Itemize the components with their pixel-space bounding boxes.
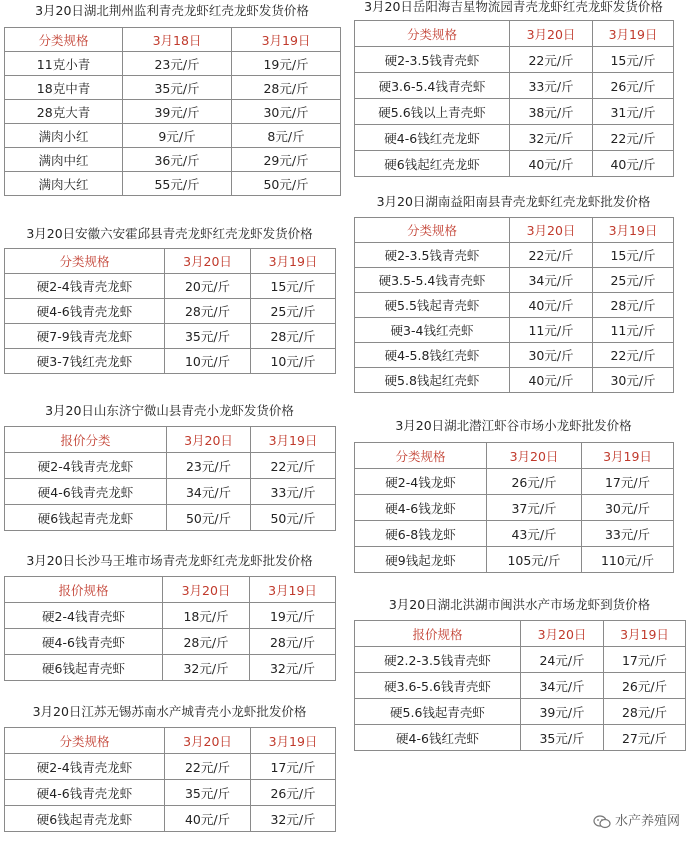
column-header: 3月19日 bbox=[251, 427, 336, 453]
price-table bbox=[4, 576, 336, 681]
watermark bbox=[593, 811, 680, 833]
spec-cell: 硬2-3.5钱青壳虾 bbox=[355, 47, 510, 73]
price-cell: 27元/斤 bbox=[604, 725, 686, 751]
table-row bbox=[5, 148, 341, 172]
column-header: 3月20日 bbox=[510, 21, 593, 47]
column-header: 3月20日 bbox=[510, 218, 593, 243]
price-cell: 40元/斤 bbox=[510, 293, 593, 318]
price-cell: 38元/斤 bbox=[510, 99, 593, 125]
price-cell: 24元/斤 bbox=[521, 647, 604, 673]
price-cell: 17元/斤 bbox=[251, 754, 336, 780]
price-cell: 40元/斤 bbox=[510, 368, 593, 393]
price-cell: 15元/斤 bbox=[593, 47, 674, 73]
price-cell: 8元/斤 bbox=[232, 124, 341, 148]
spec-cell: 硬4-6钱红壳龙虾 bbox=[355, 125, 510, 151]
block-title: 3月20日湖北潜江虾谷市场小龙虾批发价格 bbox=[395, 418, 632, 433]
price-cell: 34元/斤 bbox=[167, 479, 251, 505]
price-cell: 17元/斤 bbox=[604, 647, 686, 673]
price-cell: 31元/斤 bbox=[593, 99, 674, 125]
table-row bbox=[355, 243, 674, 268]
header-row bbox=[5, 427, 336, 453]
price-cell: 28元/斤 bbox=[165, 299, 251, 324]
table-row bbox=[5, 754, 336, 780]
price-cell: 33元/斤 bbox=[251, 479, 336, 505]
header-row bbox=[5, 728, 336, 754]
price-cell: 10元/斤 bbox=[165, 349, 251, 374]
watermark-label: 水产养殖网 bbox=[614, 814, 680, 829]
price-cell: 39元/斤 bbox=[123, 100, 232, 124]
price-cell: 30元/斤 bbox=[582, 495, 674, 521]
price-cell: 26元/斤 bbox=[604, 673, 686, 699]
block-title: 3月20日长沙马王堆市场青壳龙虾红壳龙虾批发价格 bbox=[26, 553, 313, 568]
column-header: 分类规格 bbox=[5, 249, 165, 274]
column-header: 3月19日 bbox=[582, 443, 674, 469]
column-header: 3月20日 bbox=[165, 728, 251, 754]
spec-cell: 硬2-4钱青壳虾 bbox=[5, 603, 163, 629]
price-cell: 33元/斤 bbox=[510, 73, 593, 99]
price-cell: 40元/斤 bbox=[593, 151, 674, 177]
table-row bbox=[355, 47, 674, 73]
block-title: 3月20日湖南益阳南县青壳龙虾红壳龙虾批发价格 bbox=[376, 194, 651, 209]
table-row bbox=[355, 268, 674, 293]
column-header: 3月20日 bbox=[167, 427, 251, 453]
column-header: 3月20日 bbox=[521, 621, 604, 647]
price-cell: 15元/斤 bbox=[593, 243, 674, 268]
spec-cell: 硬2-4钱青壳龙虾 bbox=[5, 274, 165, 299]
column-header: 分类规格 bbox=[355, 443, 487, 469]
price-cell: 32元/斤 bbox=[510, 125, 593, 151]
column-header: 分类规格 bbox=[355, 21, 510, 47]
price-table bbox=[4, 248, 336, 374]
column-header: 3月19日 bbox=[251, 728, 336, 754]
table-row bbox=[355, 469, 674, 495]
column-header: 分类规格 bbox=[5, 28, 123, 52]
table-row bbox=[355, 99, 674, 125]
price-cell: 110元/斤 bbox=[582, 547, 674, 573]
price-cell: 34元/斤 bbox=[510, 268, 593, 293]
price-table bbox=[354, 442, 674, 573]
table-row bbox=[355, 151, 674, 177]
table-row bbox=[355, 125, 674, 151]
price-cell: 28元/斤 bbox=[251, 324, 336, 349]
price-cell: 22元/斤 bbox=[593, 125, 674, 151]
price-cell: 20元/斤 bbox=[165, 274, 251, 299]
price-cell: 32元/斤 bbox=[251, 806, 336, 832]
column-header: 3月19日 bbox=[250, 577, 336, 603]
header-row bbox=[5, 577, 336, 603]
spec-cell: 硬4-6钱红壳虾 bbox=[355, 725, 521, 751]
price-cell: 32元/斤 bbox=[163, 655, 250, 681]
spec-cell: 硬5.6钱以上青壳虾 bbox=[355, 99, 510, 125]
table-row bbox=[355, 368, 674, 393]
price-cell: 11元/斤 bbox=[510, 318, 593, 343]
price-cell: 30元/斤 bbox=[510, 343, 593, 368]
table-row bbox=[355, 293, 674, 318]
table-row bbox=[5, 806, 336, 832]
spec-cell: 硬6钱起青壳虾 bbox=[5, 655, 163, 681]
spec-cell: 硬7-9钱青壳龙虾 bbox=[5, 324, 165, 349]
spec-cell: 满肉小红 bbox=[5, 124, 123, 148]
block-title: 3月20日山东济宁微山县青壳小龙虾发货价格 bbox=[45, 403, 294, 418]
block-title: 3月20日岳阳海吉星物流园青壳龙虾红壳龙虾发货价格 bbox=[364, 0, 663, 14]
block-title: 3月20日江苏无锡苏南水产城青壳小龙虾批发价格 bbox=[32, 704, 307, 719]
price-cell: 23元/斤 bbox=[123, 52, 232, 76]
price-cell: 35元/斤 bbox=[521, 725, 604, 751]
price-cell: 9元/斤 bbox=[123, 124, 232, 148]
price-cell: 50元/斤 bbox=[251, 505, 336, 531]
price-table bbox=[4, 727, 336, 832]
table-row bbox=[5, 629, 336, 655]
spec-cell: 硬5.5钱起青壳虾 bbox=[355, 293, 510, 318]
price-cell: 35元/斤 bbox=[165, 780, 251, 806]
spec-cell: 硬2-4钱青壳龙虾 bbox=[5, 754, 165, 780]
column-header: 分类规格 bbox=[355, 218, 510, 243]
price-cell: 22元/斤 bbox=[510, 243, 593, 268]
spec-cell: 满肉中红 bbox=[5, 148, 123, 172]
price-cell: 25元/斤 bbox=[251, 299, 336, 324]
header-row bbox=[355, 218, 674, 243]
column-header: 报价分类 bbox=[5, 427, 167, 453]
spec-cell: 11克小青 bbox=[5, 52, 123, 76]
column-header: 3月20日 bbox=[165, 249, 251, 274]
price-table bbox=[354, 620, 686, 751]
spec-cell: 硬3-7钱红壳龙虾 bbox=[5, 349, 165, 374]
column-header: 3月19日 bbox=[251, 249, 336, 274]
table-row bbox=[5, 76, 341, 100]
header-row bbox=[5, 28, 341, 52]
block-title: 3月20日湖北洪湖市闽洪水产市场龙虾到货价格 bbox=[388, 597, 651, 612]
table-row bbox=[355, 725, 686, 751]
column-header: 报价规格 bbox=[5, 577, 163, 603]
table-row bbox=[355, 699, 686, 725]
spec-cell: 硬6-8钱龙虾 bbox=[355, 521, 487, 547]
price-cell: 28元/斤 bbox=[232, 76, 341, 100]
spec-cell: 硬3.5-5.4钱青壳虾 bbox=[355, 268, 510, 293]
table-row bbox=[5, 100, 341, 124]
table-row bbox=[5, 453, 336, 479]
header-row bbox=[355, 621, 686, 647]
price-cell: 25元/斤 bbox=[593, 268, 674, 293]
table-row bbox=[5, 780, 336, 806]
spec-cell: 28克大青 bbox=[5, 100, 123, 124]
table-row bbox=[5, 299, 336, 324]
price-cell: 22元/斤 bbox=[593, 343, 674, 368]
spec-cell: 硬3.6-5.6钱青壳虾 bbox=[355, 673, 521, 699]
spec-cell: 硬2-4钱龙虾 bbox=[355, 469, 487, 495]
spec-cell: 硬6钱起青壳龙虾 bbox=[5, 505, 167, 531]
spec-cell: 硬2-3.5钱青壳虾 bbox=[355, 243, 510, 268]
header-row bbox=[5, 249, 336, 274]
spec-cell: 满肉大红 bbox=[5, 172, 123, 196]
column-header: 3月19日 bbox=[604, 621, 686, 647]
price-cell: 11元/斤 bbox=[593, 318, 674, 343]
column-header: 3月20日 bbox=[163, 577, 250, 603]
price-table bbox=[354, 217, 674, 393]
header-row bbox=[355, 21, 674, 47]
table-row bbox=[5, 52, 341, 76]
table-row bbox=[5, 324, 336, 349]
wechat-icon bbox=[593, 815, 611, 829]
price-cell: 22元/斤 bbox=[510, 47, 593, 73]
price-table bbox=[354, 20, 674, 177]
spec-cell: 硬6钱起青壳龙虾 bbox=[5, 806, 165, 832]
table-row bbox=[5, 124, 341, 148]
price-cell: 40元/斤 bbox=[510, 151, 593, 177]
spec-cell: 硬4-5.8钱红壳虾 bbox=[355, 343, 510, 368]
price-table bbox=[4, 426, 336, 531]
table-row bbox=[355, 343, 674, 368]
spec-cell: 硬2.2-3.5钱青壳虾 bbox=[355, 647, 521, 673]
table-row bbox=[355, 521, 674, 547]
spec-cell: 硬3-4钱红壳虾 bbox=[355, 318, 510, 343]
price-cell: 43元/斤 bbox=[487, 521, 582, 547]
price-cell: 19元/斤 bbox=[250, 603, 336, 629]
price-cell: 26元/斤 bbox=[487, 469, 582, 495]
price-cell: 22元/斤 bbox=[165, 754, 251, 780]
spec-cell: 18克中青 bbox=[5, 76, 123, 100]
column-header: 3月19日 bbox=[593, 21, 674, 47]
block-title: 3月20日安徽六安霍邱县青壳龙虾红壳龙虾发货价格 bbox=[26, 226, 313, 241]
block-title: 3月20日湖北荆州监利青壳龙虾红壳龙虾发货价格 bbox=[35, 3, 309, 18]
price-cell: 35元/斤 bbox=[165, 324, 251, 349]
spec-cell: 硬3.6-5.4钱青壳虾 bbox=[355, 73, 510, 99]
table-row bbox=[5, 349, 336, 374]
spec-cell: 硬9钱起龙虾 bbox=[355, 547, 487, 573]
price-cell: 36元/斤 bbox=[123, 148, 232, 172]
price-cell: 28元/斤 bbox=[593, 293, 674, 318]
spec-cell: 硬4-6钱青壳龙虾 bbox=[5, 780, 165, 806]
price-table bbox=[4, 27, 341, 196]
price-cell: 39元/斤 bbox=[521, 699, 604, 725]
price-cell: 29元/斤 bbox=[232, 148, 341, 172]
column-header: 3月18日 bbox=[123, 28, 232, 52]
spec-cell: 硬2-4钱青壳龙虾 bbox=[5, 453, 167, 479]
price-cell: 33元/斤 bbox=[582, 521, 674, 547]
table-row bbox=[355, 495, 674, 521]
spec-cell: 硬4-6钱青壳虾 bbox=[5, 629, 163, 655]
price-cell: 50元/斤 bbox=[167, 505, 251, 531]
price-cell: 18元/斤 bbox=[163, 603, 250, 629]
price-cell: 30元/斤 bbox=[593, 368, 674, 393]
price-cell: 26元/斤 bbox=[593, 73, 674, 99]
price-cell: 26元/斤 bbox=[251, 780, 336, 806]
price-cell: 50元/斤 bbox=[232, 172, 341, 196]
price-cell: 28元/斤 bbox=[163, 629, 250, 655]
column-header: 分类规格 bbox=[5, 728, 165, 754]
price-cell: 19元/斤 bbox=[232, 52, 341, 76]
table-row bbox=[355, 647, 686, 673]
table-row bbox=[355, 73, 674, 99]
spec-cell: 硬4-6钱青壳龙虾 bbox=[5, 479, 167, 505]
price-cell: 10元/斤 bbox=[251, 349, 336, 374]
price-cell: 28元/斤 bbox=[604, 699, 686, 725]
spec-cell: 硬6钱起红壳龙虾 bbox=[355, 151, 510, 177]
spec-cell: 硬5.8钱起红壳虾 bbox=[355, 368, 510, 393]
table-row bbox=[5, 479, 336, 505]
table-row bbox=[5, 172, 341, 196]
column-header: 报价规格 bbox=[355, 621, 521, 647]
price-cell: 35元/斤 bbox=[123, 76, 232, 100]
price-cell: 30元/斤 bbox=[232, 100, 341, 124]
table-row bbox=[5, 655, 336, 681]
price-cell: 55元/斤 bbox=[123, 172, 232, 196]
column-header: 3月20日 bbox=[487, 443, 582, 469]
price-cell: 32元/斤 bbox=[250, 655, 336, 681]
price-cell: 37元/斤 bbox=[487, 495, 582, 521]
price-cell: 40元/斤 bbox=[165, 806, 251, 832]
header-row bbox=[355, 443, 674, 469]
price-cell: 34元/斤 bbox=[521, 673, 604, 699]
price-cell: 15元/斤 bbox=[251, 274, 336, 299]
table-row bbox=[5, 505, 336, 531]
price-cell: 28元/斤 bbox=[250, 629, 336, 655]
price-cell: 105元/斤 bbox=[487, 547, 582, 573]
spec-cell: 硬4-6钱青壳龙虾 bbox=[5, 299, 165, 324]
table-row bbox=[5, 274, 336, 299]
table-row bbox=[355, 547, 674, 573]
table-row bbox=[355, 673, 686, 699]
column-header: 3月19日 bbox=[232, 28, 341, 52]
spec-cell: 硬5.6钱起青壳虾 bbox=[355, 699, 521, 725]
price-cell: 17元/斤 bbox=[582, 469, 674, 495]
price-cell: 23元/斤 bbox=[167, 453, 251, 479]
price-cell: 22元/斤 bbox=[251, 453, 336, 479]
table-row bbox=[355, 318, 674, 343]
column-header: 3月19日 bbox=[593, 218, 674, 243]
table-row bbox=[5, 603, 336, 629]
spec-cell: 硬4-6钱龙虾 bbox=[355, 495, 487, 521]
